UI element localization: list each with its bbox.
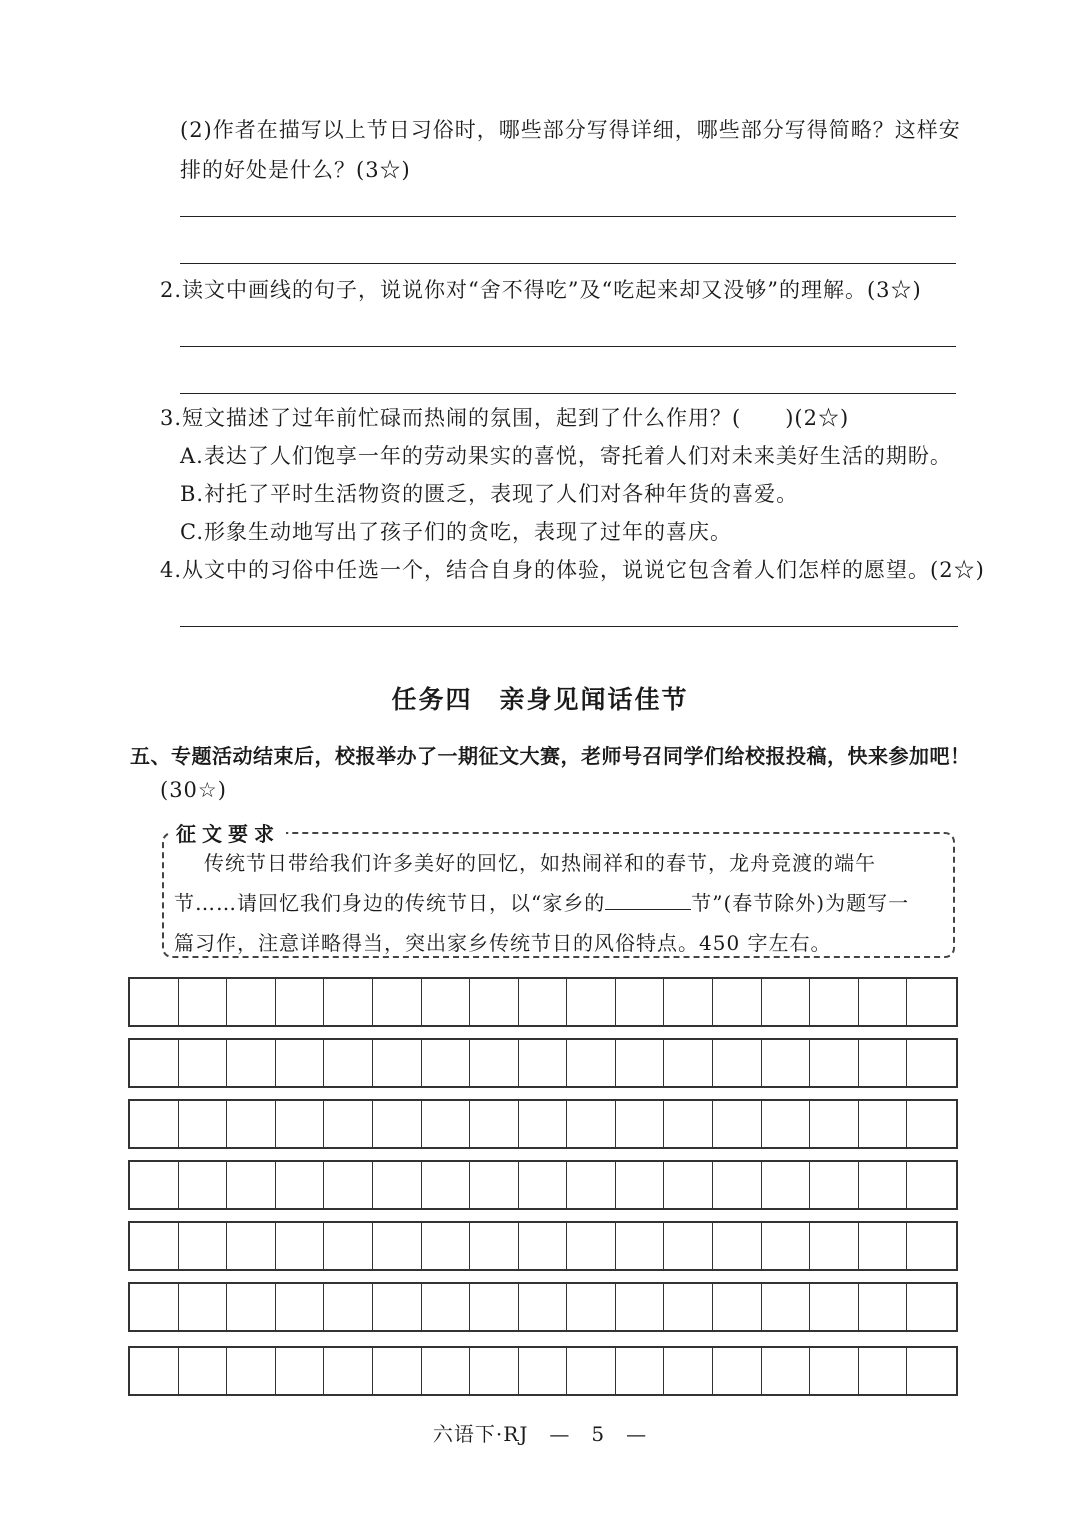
grid-cell[interactable] bbox=[713, 1101, 762, 1147]
grid-cell[interactable] bbox=[276, 979, 325, 1025]
grid-cell[interactable] bbox=[373, 1223, 422, 1269]
grid-cell[interactable] bbox=[859, 1223, 908, 1269]
grid-cell[interactable] bbox=[762, 979, 811, 1025]
requirements-line2 bbox=[174, 883, 909, 923]
grid-cell[interactable] bbox=[907, 1223, 956, 1269]
answer-line[interactable] bbox=[180, 393, 956, 394]
grid-cell[interactable] bbox=[810, 1101, 859, 1147]
grid-cell[interactable] bbox=[810, 1162, 859, 1208]
grid-cell[interactable] bbox=[179, 1101, 228, 1147]
answer-line[interactable] bbox=[180, 263, 956, 264]
grid-cell[interactable] bbox=[227, 1101, 276, 1147]
grid-row[interactable] bbox=[128, 1099, 958, 1149]
grid-cell[interactable] bbox=[227, 1284, 276, 1330]
grid-cell[interactable] bbox=[616, 1284, 665, 1330]
grid-cell[interactable] bbox=[907, 1162, 956, 1208]
section-title: 任务四 亲身见闻话佳节 bbox=[391, 685, 689, 714]
title-blank[interactable] bbox=[605, 889, 691, 910]
grid-cell[interactable] bbox=[470, 1223, 519, 1269]
grid-cell[interactable] bbox=[276, 1348, 325, 1394]
grid-cell[interactable] bbox=[130, 1223, 179, 1269]
grid-row[interactable] bbox=[128, 1221, 958, 1271]
grid-cell[interactable] bbox=[422, 1284, 471, 1330]
question-4: 4.从文中的习俗中任选一个，结合自身的体验，说说它包含着人们怎样的愿望。(2☆) bbox=[160, 558, 985, 582]
grid-cell[interactable] bbox=[130, 979, 179, 1025]
grid-cell[interactable] bbox=[859, 1284, 908, 1330]
grid-row[interactable] bbox=[128, 1038, 958, 1088]
grid-cell[interactable] bbox=[179, 1162, 228, 1208]
grid-cell[interactable] bbox=[422, 1040, 471, 1086]
grid-cell[interactable] bbox=[470, 1284, 519, 1330]
grid-cell[interactable] bbox=[130, 1284, 179, 1330]
grid-cell[interactable] bbox=[616, 1101, 665, 1147]
grid-cell[interactable] bbox=[664, 1101, 713, 1147]
requirements-line2-before: 节……请回忆我们身边的传统节日，以“家乡的 bbox=[174, 891, 606, 915]
requirements-line2-after: 节”(春节除外)为题写一 bbox=[691, 891, 910, 915]
grid-cell[interactable] bbox=[422, 1348, 471, 1394]
grid-cell[interactable] bbox=[859, 1101, 908, 1147]
grid-cell[interactable] bbox=[810, 1040, 859, 1086]
grid-cell[interactable] bbox=[713, 1040, 762, 1086]
grid-cell[interactable] bbox=[324, 979, 373, 1025]
grid-cell[interactable] bbox=[616, 1223, 665, 1269]
grid-cell[interactable] bbox=[664, 1040, 713, 1086]
grid-cell[interactable] bbox=[519, 1040, 568, 1086]
grid-cell[interactable] bbox=[227, 1040, 276, 1086]
task-score: (30☆) bbox=[160, 778, 227, 802]
grid-cell[interactable] bbox=[762, 1040, 811, 1086]
grid-cell[interactable] bbox=[567, 1348, 616, 1394]
page-footer: 六语下·RJ — 5 — bbox=[432, 1422, 648, 1446]
grid-cell[interactable] bbox=[276, 1040, 325, 1086]
grid-cell[interactable] bbox=[664, 1223, 713, 1269]
grid-cell[interactable] bbox=[324, 1162, 373, 1208]
grid-cell[interactable] bbox=[227, 1223, 276, 1269]
grid-cell[interactable] bbox=[373, 1040, 422, 1086]
grid-cell[interactable] bbox=[470, 1101, 519, 1147]
grid-cell[interactable] bbox=[324, 1101, 373, 1147]
grid-cell[interactable] bbox=[276, 1223, 325, 1269]
answer-line[interactable] bbox=[180, 346, 956, 347]
grid-cell[interactable] bbox=[373, 1101, 422, 1147]
grid-cell[interactable] bbox=[422, 1101, 471, 1147]
requirements-line1: 传统节日带给我们许多美好的回忆，如热闹祥和的春节，龙舟竞渡的端午 bbox=[204, 851, 876, 875]
grid-cell[interactable] bbox=[664, 979, 713, 1025]
grid-cell[interactable] bbox=[130, 1040, 179, 1086]
grid-cell[interactable] bbox=[179, 1348, 228, 1394]
grid-cell[interactable] bbox=[324, 1223, 373, 1269]
grid-cell[interactable] bbox=[519, 1162, 568, 1208]
grid-cell[interactable] bbox=[373, 1284, 422, 1330]
grid-cell[interactable] bbox=[179, 1040, 228, 1086]
grid-cell[interactable] bbox=[713, 1223, 762, 1269]
requirements-line3: 篇习作，注意详略得当，突出家乡传统节日的风俗特点。450 字左右。 bbox=[174, 931, 832, 955]
grid-cell[interactable] bbox=[762, 1162, 811, 1208]
grid-cell[interactable] bbox=[713, 1162, 762, 1208]
grid-cell[interactable] bbox=[907, 1284, 956, 1330]
grid-row[interactable] bbox=[128, 1282, 958, 1332]
grid-cell[interactable] bbox=[810, 1284, 859, 1330]
grid-cell[interactable] bbox=[616, 979, 665, 1025]
grid-cell[interactable] bbox=[373, 979, 422, 1025]
grid-row[interactable] bbox=[128, 1160, 958, 1210]
grid-cell[interactable] bbox=[664, 1162, 713, 1208]
question-2: 2.读文中画线的句子，说说你对“舍不得吃”及“吃起来却又没够”的理解。(3☆) bbox=[160, 278, 922, 302]
grid-cell[interactable] bbox=[179, 979, 228, 1025]
answer-line[interactable] bbox=[180, 216, 956, 217]
grid-cell[interactable] bbox=[470, 1348, 519, 1394]
grid-cell[interactable] bbox=[324, 1284, 373, 1330]
option-b[interactable]: B.衬托了平时生活物资的匮乏，表现了人们对各种年货的喜爱。 bbox=[180, 482, 799, 506]
grid-cell[interactable] bbox=[130, 1101, 179, 1147]
grid-cell[interactable] bbox=[567, 1040, 616, 1086]
grid-cell[interactable] bbox=[567, 979, 616, 1025]
grid-cell[interactable] bbox=[713, 1284, 762, 1330]
grid-cell[interactable] bbox=[762, 1223, 811, 1269]
grid-cell[interactable] bbox=[859, 1162, 908, 1208]
grid-cell[interactable] bbox=[859, 1040, 908, 1086]
grid-cell[interactable] bbox=[227, 1162, 276, 1208]
grid-cell[interactable] bbox=[470, 1162, 519, 1208]
grid-cell[interactable] bbox=[713, 979, 762, 1025]
grid-cell[interactable] bbox=[276, 1284, 325, 1330]
grid-cell[interactable] bbox=[907, 1348, 956, 1394]
grid-cell[interactable] bbox=[762, 1284, 811, 1330]
grid-cell[interactable] bbox=[907, 1101, 956, 1147]
grid-cell[interactable] bbox=[422, 1223, 471, 1269]
grid-cell[interactable] bbox=[859, 1348, 908, 1394]
grid-cell[interactable] bbox=[130, 1348, 179, 1394]
grid-cell[interactable] bbox=[130, 1162, 179, 1208]
grid-cell[interactable] bbox=[907, 979, 956, 1025]
grid-cell[interactable] bbox=[422, 1162, 471, 1208]
grid-cell[interactable] bbox=[422, 979, 471, 1025]
grid-cell[interactable] bbox=[227, 1348, 276, 1394]
grid-cell[interactable] bbox=[179, 1223, 228, 1269]
grid-cell[interactable] bbox=[567, 1284, 616, 1330]
grid-cell[interactable] bbox=[567, 1223, 616, 1269]
grid-cell[interactable] bbox=[276, 1162, 325, 1208]
grid-row[interactable] bbox=[128, 1346, 958, 1396]
grid-cell[interactable] bbox=[470, 979, 519, 1025]
grid-cell[interactable] bbox=[179, 1284, 228, 1330]
grid-cell[interactable] bbox=[616, 1162, 665, 1208]
grid-cell[interactable] bbox=[762, 1101, 811, 1147]
grid-cell[interactable] bbox=[664, 1284, 713, 1330]
grid-cell[interactable] bbox=[810, 979, 859, 1025]
grid-cell[interactable] bbox=[373, 1348, 422, 1394]
grid-cell[interactable] bbox=[227, 979, 276, 1025]
question-1-2-line2: 排的好处是什么？(3☆) bbox=[180, 158, 411, 182]
grid-cell[interactable] bbox=[324, 1040, 373, 1086]
grid-cell[interactable] bbox=[519, 1284, 568, 1330]
grid-cell[interactable] bbox=[519, 1223, 568, 1269]
grid-cell[interactable] bbox=[324, 1348, 373, 1394]
grid-cell[interactable] bbox=[810, 1223, 859, 1269]
option-a[interactable]: A.表达了人们饱享一年的劳动果实的喜悦，寄托着人们对未来美好生活的期盼。 bbox=[180, 444, 952, 468]
answer-line[interactable] bbox=[180, 626, 958, 627]
grid-cell[interactable] bbox=[616, 1040, 665, 1086]
grid-row[interactable] bbox=[128, 977, 958, 1027]
grid-cell[interactable] bbox=[567, 1101, 616, 1147]
grid-cell[interactable] bbox=[567, 1162, 616, 1208]
grid-cell[interactable] bbox=[762, 1348, 811, 1394]
grid-cell[interactable] bbox=[810, 1348, 859, 1394]
grid-cell[interactable] bbox=[519, 1348, 568, 1394]
grid-cell[interactable] bbox=[519, 1101, 568, 1147]
grid-cell[interactable] bbox=[859, 979, 908, 1025]
grid-cell[interactable] bbox=[470, 1040, 519, 1086]
requirements-label: 征文要求 bbox=[170, 818, 286, 847]
grid-cell[interactable] bbox=[519, 979, 568, 1025]
grid-cell[interactable] bbox=[664, 1348, 713, 1394]
grid-cell[interactable] bbox=[713, 1348, 762, 1394]
grid-cell[interactable] bbox=[276, 1101, 325, 1147]
question-1-2-line1: (2)作者在描写以上节日习俗时，哪些部分写得详细，哪些部分写得简略？这样安 bbox=[180, 118, 961, 142]
grid-cell[interactable] bbox=[373, 1162, 422, 1208]
option-c[interactable]: C.形象生动地写出了孩子们的贪吃，表现了过年的喜庆。 bbox=[180, 520, 732, 544]
grid-cell[interactable] bbox=[616, 1348, 665, 1394]
grid-cell[interactable] bbox=[907, 1040, 956, 1086]
task-instruction: 五、专题活动结束后，校报举办了一期征文大赛，老师号召同学们给校报投稿，快来参加吧！ bbox=[130, 744, 971, 768]
question-3: 3.短文描述了过年前忙碌而热闹的氛围，起到了什么作用？( )(2☆) bbox=[160, 406, 850, 430]
